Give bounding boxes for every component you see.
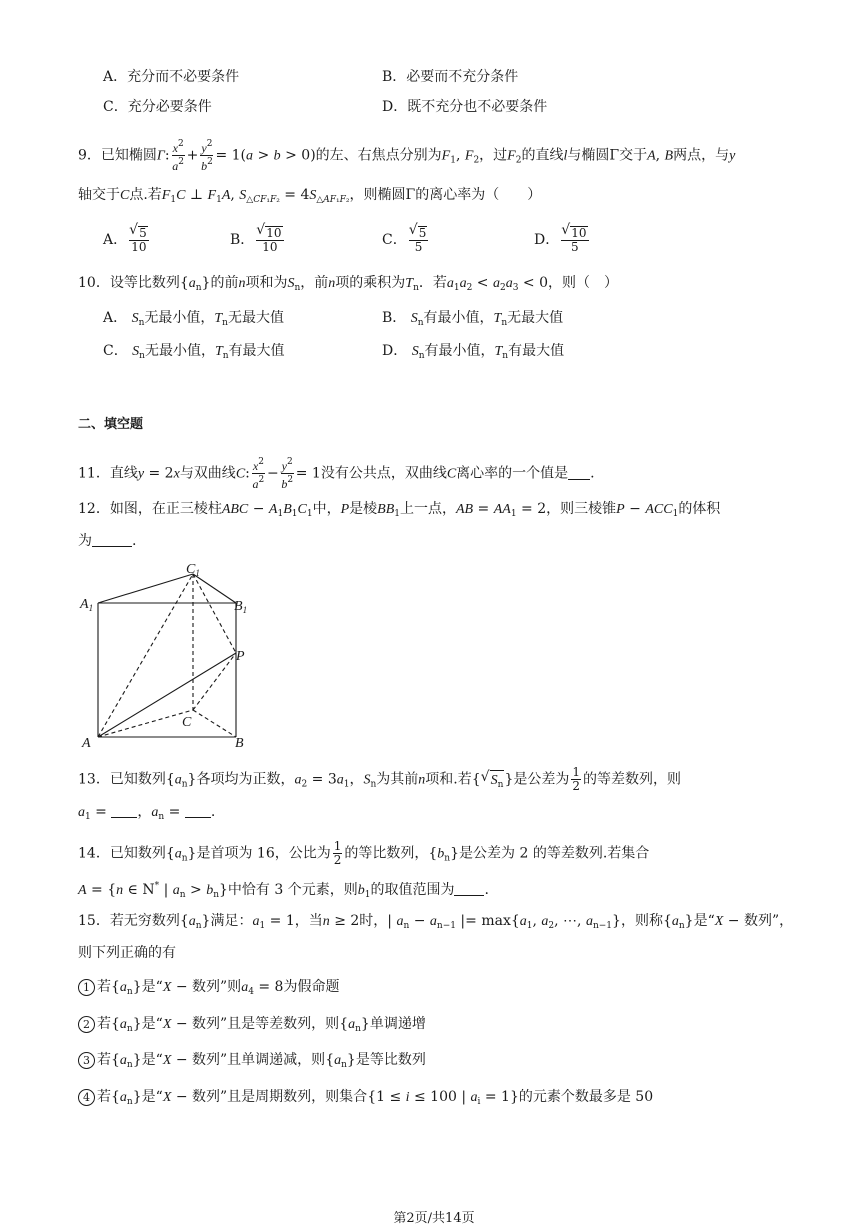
prism-figure bbox=[78, 556, 268, 756]
label-c1: $C_1$ bbox=[186, 562, 200, 578]
q8-option-b: B．必要而不充分条件 bbox=[382, 69, 519, 85]
edge-a1-c1 bbox=[98, 574, 193, 603]
question-12-line-2: 为 . bbox=[78, 533, 137, 549]
segment-c-p bbox=[193, 653, 236, 710]
q9-option-d: D． √ $\frac{10}{5}$ bbox=[534, 226, 591, 254]
question-14-line-1: 14．已知数列$\{a_n\}$是首项为 16，公比为 $\frac{1}{2}$ 的等比数列，$\{b_n\}$是公差为 2 的等差数列.若集合 bbox=[78, 839, 650, 867]
question-10-stem: 10．设等比数列$\{a_n\}$的前n项和为$S_n$，前n项的乘积为$T_n$．若$a_1a_2 < a_2a_3 < 0$，则（ ） bbox=[78, 275, 618, 293]
question-15-line-2: 则下列正确的有 bbox=[78, 945, 176, 961]
q10-option-c: C． $S_n$无最小值，$T_n$有最大值 bbox=[103, 343, 285, 361]
question-9-line-2: 轴交于C点.若$F_1C$ ⊥ $F_1A$, $S_{\triangle CF_1F_2} = 4S_{\triangle AF_1F_2}$，则椭圆Γ的离心率为（ ） bbox=[78, 187, 542, 205]
question-15-line-1: 15．若无穷数列$\{a_n\}$满足：$a_1 = 1$，当n ≥ 2时，| $a_n - a_{n-1}$ |= $\max\{a_1$, $a_2$, ⋯, $a_{n-1}$}，则称$\{a_n\}$是“X − 数列”， bbox=[78, 913, 794, 931]
q8-option-a: A．充分而不必要条件 bbox=[103, 69, 240, 85]
q10-option-a: A． $S_n$无最小值，$T_n$无最大值 bbox=[103, 310, 284, 328]
section-title: 二、填空题 bbox=[78, 417, 144, 432]
label-a1: $A_1$ bbox=[80, 597, 94, 613]
label-b: B bbox=[235, 736, 244, 751]
question-13-line-1: 13．已知数列$\{a_n\}$各项均为正数，$a_2 = 3a_1$，$S_n$为其前n项和.若{√ $S_n$}是公差为 $\frac{1}{2}$ 的等差数列，则 bbox=[78, 766, 681, 794]
q9-option-a: A． √ $\frac{5}{10}$ bbox=[103, 226, 151, 254]
q15-statement-2: 2 若$\{a_n\}$是“X − 数列”且是等差数列，则$\{a_n\}$单调递增 bbox=[78, 1015, 426, 1038]
q10-option-b: B． $S_n$有最小值，$T_n$无最大值 bbox=[382, 310, 564, 328]
segment-c1-p bbox=[193, 574, 236, 653]
question-12-line-1: 12．如图，在正三棱柱ABC − $A_1B_1C_1$中，P是棱$BB_1$上一点，AB = $AA_1 = 2$，则三棱锥$P - ACC_1$的体积 bbox=[78, 501, 721, 519]
q9-option-c: C． √ $\frac{5}{5}$ bbox=[382, 226, 430, 254]
question-14-line-2: A = {n ∈ N* | $a_n > b_n$}中恰有 3 个元素，则$b_1$的取值范围为 . bbox=[78, 881, 489, 900]
edge-a-c bbox=[98, 710, 193, 737]
question-9-line-1: 9．已知椭圆Γ: $\frac{x^2}{a^2}$ + $\frac{y^2}{b^2}$ = 1(a > b > 0)的左、右焦点分别为$F_1$, $F_2$，过$F_2$的直线l与椭圆Γ交于A, B两点，与y bbox=[78, 139, 736, 173]
label-a: A bbox=[82, 736, 91, 751]
question-11: 11．直线y = 2x与双曲线C: $\frac{x^2}{a^2}$ − $\frac{y^2}{b^2}$ = 1没有公共点，双曲线C离心率的一个值是 . bbox=[78, 457, 595, 491]
segment-a-p bbox=[98, 653, 236, 737]
page-footer: 第2页/共14页 bbox=[393, 1211, 475, 1226]
q15-statement-1: 1 若$\{a_n\}$是“X − 数列”则$a_4 = 8$为假命题 bbox=[78, 978, 339, 1001]
q8-option-c: C．充分必要条件 bbox=[103, 99, 212, 115]
q9-option-b: B． √ $\frac{10}{10}$ bbox=[230, 226, 286, 254]
edge-c-b bbox=[193, 710, 236, 737]
label-p: P bbox=[236, 649, 245, 664]
label-b1: $B_1$ bbox=[234, 599, 248, 615]
q15-statement-3: 3 若$\{a_n\}$是“X − 数列”且单调递减，则$\{a_n\}$是等比数列 bbox=[78, 1051, 426, 1074]
label-c: C bbox=[182, 715, 192, 730]
q15-statement-4: 4 若$\{a_n\}$是“X − 数列”且是周期数列，则集合{1 ≤ i ≤ 100 | $a_i = 1$}的元素个数最多是 50 bbox=[78, 1088, 653, 1111]
q8-option-d: D．既不充分也不必要条件 bbox=[382, 99, 548, 115]
question-13-line-2: $a_1$ = ，$a_n$ = . bbox=[78, 804, 216, 822]
edge-c1-b1 bbox=[193, 574, 236, 603]
q10-option-d: D． $S_n$有最小值，$T_n$有最大值 bbox=[382, 343, 565, 361]
